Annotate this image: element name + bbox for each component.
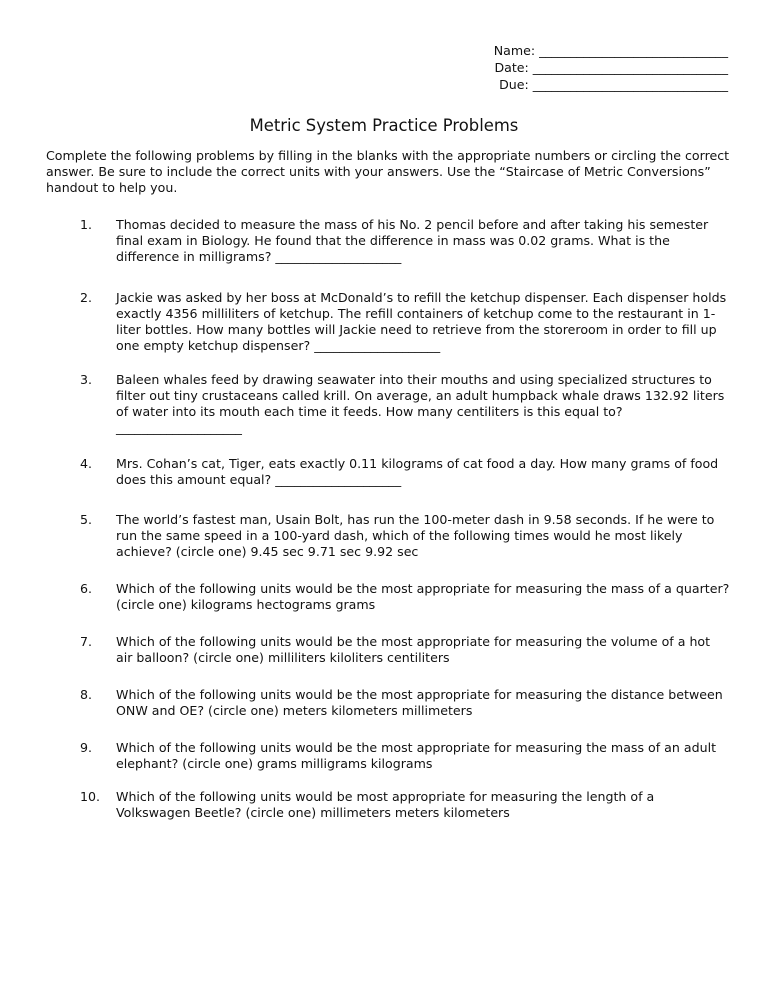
question-number: 6. (80, 581, 93, 596)
question-5 (80, 512, 730, 560)
question-1 (80, 217, 730, 265)
question-number: 1. (80, 217, 93, 232)
question-10 (80, 789, 730, 821)
question-number: 7. (80, 634, 93, 649)
question-number: 10. (80, 789, 101, 804)
question-text: Which of the following units would be most appropriate for measuring the length of a Volkswagen Beetle? (circle one) millimeters meters kilometers (116, 789, 655, 820)
question-number: 3. (80, 372, 93, 387)
date-line: Date: _______________________________ (494, 60, 728, 75)
worksheet-title: Metric System Practice Problems (249, 116, 519, 135)
question-4 (80, 456, 730, 488)
question-number: 2. (80, 290, 93, 305)
question-number: 8. (80, 687, 93, 702)
instructions-paragraph: Complete the following problems by filling in the blanks with the appropriate numbers or circling the correct answer. Be sure to include the correct units with your answers. Use the “Staircase of Metric Conversions” handout to help you. (46, 148, 730, 195)
question-text: Baleen whales feed by drawing seawater into their mouths and using specialized structures to filter out tiny crustaceans called krill. On average, an adult humpback whale draws 132.92 liters of water into its mouth each time it feeds. How many centiliters is this equal to? ____________________ (116, 372, 725, 435)
due-line: Due: _______________________________ (499, 77, 728, 92)
question-number: 5. (80, 512, 93, 527)
question-text: Jackie was asked by her boss at McDonald’s to refill the ketchup dispenser. Each dispenser holds exactly 4356 milliliters of ketchup. The refill containers of ketchup come to the restaurant in 1-liter bottles. How many bottles will Jackie need to retrieve from the storeroom in order to fill up one empty ketchup dispenser? ____________________ (116, 290, 727, 353)
question-text: The world’s fastest man, Usain Bolt, has run the 100-meter dash in 9.58 seconds. If he were to run the same speed in a 100-yard dash, which of the following times would he most likely achieve? (circle one) 9.45 sec 9.71 sec 9.92 sec (116, 512, 715, 559)
question-7 (80, 634, 730, 666)
question-2 (80, 290, 730, 354)
student-info-header (453, 43, 728, 94)
question-text: Which of the following units would be the most appropriate for measuring the distance between ONW and OE? (circle one) meters kilometers millimeters (116, 687, 723, 718)
question-text: Which of the following units would be the most appropriate for measuring the mass of a quarter? (circle one) kilograms hectograms grams (116, 581, 730, 612)
question-number: 9. (80, 740, 93, 755)
question-text: Which of the following units would be the most appropriate for measuring the volume of a hot air balloon? (circle one) milliliters kiloliters centiliters (116, 634, 711, 665)
question-text: Thomas decided to measure the mass of his No. 2 pencil before and after taking his semester final exam in Biology. He found that the difference in mass was 0.02 grams. What is the difference in milligrams? ____________________ (116, 217, 709, 264)
question-9 (80, 740, 730, 772)
question-6 (80, 581, 730, 613)
name-line: Name: ______________________________ (493, 43, 728, 58)
question-8 (80, 687, 730, 719)
question-text: Mrs. Cohan’s cat, Tiger, eats exactly 0.11 kilograms of cat food a day. How many grams of food does this amount equal? ____________________ (116, 456, 719, 487)
question-text: Which of the following units would be the most appropriate for measuring the mass of an adult elephant? (circle one) grams milligrams kilograms (116, 740, 717, 771)
question-number: 4. (80, 456, 93, 471)
question-3 (80, 372, 730, 436)
